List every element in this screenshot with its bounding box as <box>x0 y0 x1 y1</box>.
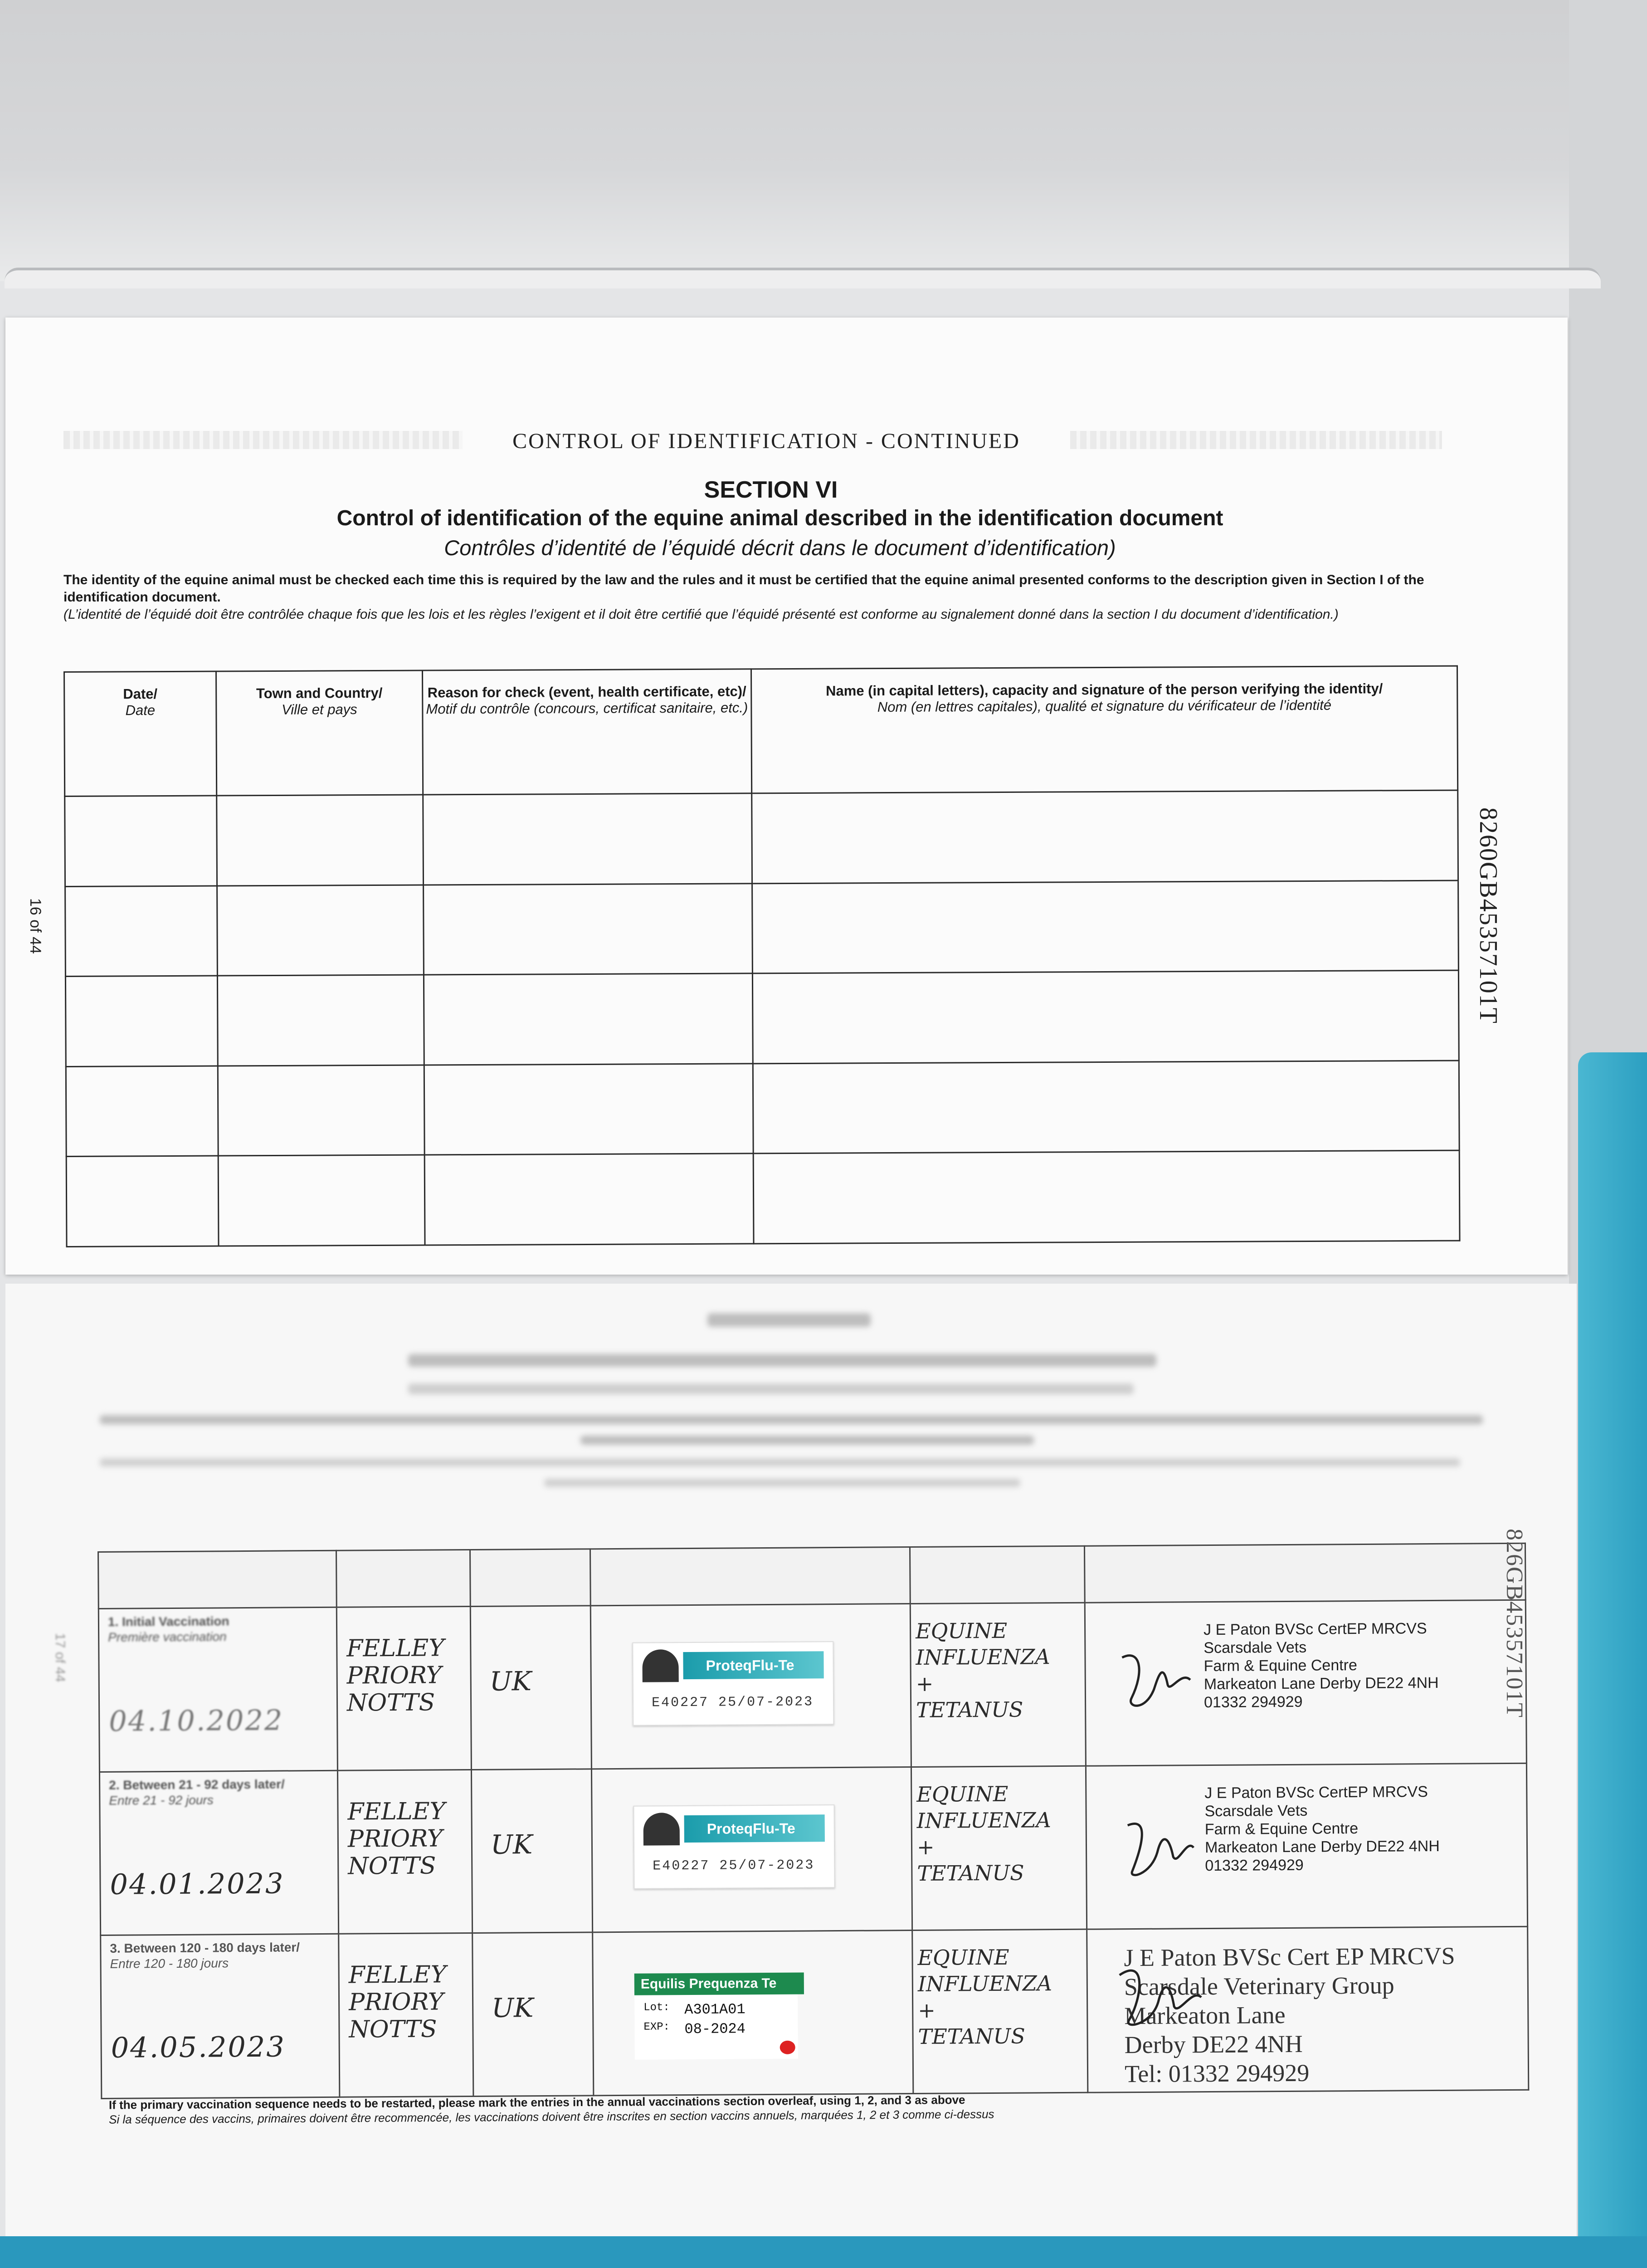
stamp-line: Markeaton Lane Derby DE22 4NH <box>1204 1837 1440 1857</box>
column-date <box>98 1550 337 1608</box>
stage-label-french: Première vaccination <box>108 1629 227 1644</box>
disease-line: EQUINE <box>915 1618 1008 1643</box>
exp-value: 08-2024 <box>684 2020 746 2038</box>
section-title: SECTION VI <box>704 477 838 503</box>
stage-label-french: Entre 120 - 180 jours <box>110 1956 229 1971</box>
disease-cell <box>910 1603 1086 1767</box>
vaccine-brand: Equilis Prequenza Te <box>634 1973 804 1995</box>
table-cell[interactable] <box>424 1154 754 1245</box>
place-cell <box>339 1933 473 2097</box>
place-line: NOTTS <box>349 2015 437 2043</box>
page-title-french: Contrôles d’identité de l’équidé décrit dans le document d’identification) <box>444 536 1116 560</box>
stage-label: 1. Initial Vaccination <box>107 1614 229 1629</box>
country-cell <box>473 1932 594 2097</box>
passport-cover-bottom <box>0 2236 1647 2268</box>
vet-cell <box>1085 1600 1526 1766</box>
table-cell[interactable] <box>66 1156 219 1246</box>
vaccine-logo-icon <box>643 1813 680 1845</box>
stamp-line: Tel: 01332 294929 <box>1124 2059 1310 2088</box>
table-row <box>65 970 1459 1066</box>
stamp-line: Derby DE22 4NH <box>1124 2030 1303 2059</box>
stage-label: 3. Between 120 - 180 days later/ <box>110 1940 300 1955</box>
column-label-french: Date <box>125 702 156 719</box>
table-cell[interactable] <box>65 796 217 886</box>
stage-label: 2. Between 21 - 92 days later/ <box>109 1777 285 1792</box>
place-line: PRIORY <box>346 1662 442 1690</box>
table-cell[interactable] <box>424 973 753 1065</box>
scan-background-top <box>0 0 1647 281</box>
place-line: NOTTS <box>346 1689 435 1717</box>
vet-signature <box>1114 1807 1196 1884</box>
disease-cell <box>911 1766 1087 1930</box>
vaccination-table <box>97 1543 1529 2099</box>
table-row <box>66 1150 1460 1246</box>
place-cell <box>336 1606 471 1770</box>
faded-header-text <box>1070 431 1442 449</box>
table-cell[interactable] <box>753 1061 1459 1154</box>
blurred-section-title <box>707 1313 871 1327</box>
table-row <box>65 880 1459 977</box>
table-row <box>66 1061 1459 1157</box>
column-town-country <box>216 670 423 796</box>
passport-number: 826GB45357101T <box>1501 1529 1527 1718</box>
intro-french: (L’identité de l’équidé doit être contrôlée chaque fois que les lois et les règles l’exigent et il doit être certifié que l’équidé présenté est conforme au signalement donné dans la section I du document d’identification.) <box>63 607 1339 622</box>
stage-cell <box>99 1770 338 1935</box>
vaccine-sticker <box>632 1641 834 1726</box>
table-cell[interactable] <box>424 1064 753 1155</box>
stamp-line: J E Paton BVSc Cert EP MRCVS <box>1124 1942 1455 1972</box>
column-date <box>64 671 217 796</box>
stamp-line: Markeaton Lane <box>1124 2001 1286 2030</box>
column-vaccine-name-batch <box>590 1547 910 1606</box>
vaccine-brand: ProteqFlu-Te <box>683 1651 824 1679</box>
lot-value: A301A01 <box>684 2001 746 2019</box>
table-cell[interactable] <box>217 885 424 976</box>
stamp-line: Markeaton Lane Derby DE22 4NH <box>1204 1674 1439 1693</box>
table-header-row <box>98 1543 1526 1608</box>
vaccine-batch: E40227 25/07-2023 <box>653 1857 815 1874</box>
column-label-french: Nom (en lettres capitales), qualité et signature du vérificateur de l’identité <box>877 697 1331 715</box>
vaccine-sticker <box>634 1973 798 2060</box>
stamp-line: 01332 294929 <box>1204 1693 1303 1711</box>
disease-line: INFLUENZA <box>916 1808 1051 1833</box>
blurred-title-french <box>408 1383 1134 1394</box>
place-line: PRIORY <box>347 1825 443 1853</box>
stage-cell <box>98 1607 337 1772</box>
vaccine-cell <box>590 1604 911 1769</box>
table-header-row <box>64 666 1458 796</box>
disease-line: INFLUENZA <box>917 1971 1053 1996</box>
place-line: FELLEY <box>346 1634 444 1662</box>
place-line: FELLEY <box>348 1961 447 1989</box>
vet-signature <box>1106 1947 1206 2038</box>
exp-label: EXP: <box>643 2021 670 2033</box>
column-label: Reason for check (event, health certificate, etc)/ <box>427 683 746 701</box>
vet-stamp <box>1204 1783 1440 1875</box>
blurred-intro-french <box>544 1479 1020 1487</box>
date-value: 04.01.2023 <box>110 1867 285 1901</box>
passport-number: 8260GB45357101T <box>1474 807 1502 1024</box>
table-cell[interactable] <box>752 790 1458 883</box>
blurred-intro <box>100 1415 1483 1424</box>
page-title: Control of identification of the equine animal described in the identification document <box>336 506 1223 530</box>
disease-line: + <box>916 1834 935 1859</box>
table-cell[interactable] <box>423 793 752 885</box>
vaccine-cell <box>591 1767 912 1932</box>
table-cell[interactable] <box>218 1065 424 1156</box>
stamp-line: Scarsdale Vets <box>1204 1802 1308 1820</box>
identity-check-table <box>63 665 1461 1247</box>
footnote-english: If the primary vaccination sequence needs to be restarted, please mark the entries in the annual vaccinations section overleaf, using 1, 2, and 3 as above <box>108 2092 965 2112</box>
column-reason <box>422 669 751 795</box>
stage-cell <box>101 1934 340 2098</box>
column-diseases <box>910 1546 1085 1603</box>
intro-english: The identity of the equine animal must be checked each time this is required by the law and the rules and it must be certified that the equine animal presented conforms to the description given in Section I of the identification document. <box>63 572 1424 605</box>
table-cell[interactable] <box>217 795 424 886</box>
vaccine-logo-icon <box>642 1649 678 1682</box>
country-cell <box>471 1769 592 1933</box>
disease-line: + <box>918 1998 936 2023</box>
date-value: 04.10.2022 <box>109 1703 284 1738</box>
lot-label: Lot: <box>643 2001 670 2014</box>
country-value: UK <box>491 1992 534 2024</box>
table-row <box>98 1600 1526 1772</box>
place-line: PRIORY <box>348 1988 444 2016</box>
intro-paragraph <box>63 572 1451 623</box>
red-mark-icon <box>780 2041 795 2054</box>
place-cell <box>337 1769 472 1934</box>
table-cell[interactable] <box>218 1155 425 1246</box>
vet-stamp <box>1204 1619 1439 1711</box>
place-line: NOTTS <box>348 1852 436 1880</box>
table-cell[interactable] <box>217 975 424 1066</box>
column-label-french: Motif du contrôle (concours, certificat sanitaire, etc.) <box>426 699 748 717</box>
country-value: UK <box>489 1666 532 1697</box>
vet-cell <box>1086 1763 1527 1929</box>
page-number: 17 of 44 <box>53 1633 68 1682</box>
column-label: Date/ <box>123 686 158 702</box>
stamp-line: Scarsdale Veterinary Group <box>1124 1971 1394 2001</box>
disease-line: TETANUS <box>917 1860 1024 1886</box>
column-label: Town and Country/ <box>256 684 383 702</box>
table-cell[interactable] <box>66 1066 218 1157</box>
country-value: UK <box>490 1829 533 1860</box>
plastic-sleeve-edge <box>5 268 1601 288</box>
column-country <box>470 1549 590 1607</box>
stage-label-french: Entre 21 - 92 jours <box>109 1793 214 1808</box>
stamp-line: 01332 294929 <box>1205 1856 1304 1875</box>
table-row <box>101 1926 1529 2098</box>
stamp-line: Farm & Equine Centre <box>1204 1657 1357 1675</box>
vaccine-brand: ProteqFlu-Te <box>684 1814 825 1843</box>
stamp-line: Scarsdale Vets <box>1204 1638 1307 1657</box>
table-row <box>99 1763 1527 1935</box>
page-header: CONTROL OF IDENTIFICATION - CONTINUED <box>512 429 1020 453</box>
disease-cell <box>912 1929 1088 2093</box>
country-cell <box>470 1606 591 1770</box>
blurred-title <box>408 1354 1156 1367</box>
faded-header-text <box>63 431 463 449</box>
date-value: 04.05.2023 <box>111 2030 286 2064</box>
column-veterinarian <box>1084 1543 1525 1603</box>
vet-signature <box>1113 1643 1195 1716</box>
vaccine-sticker <box>633 1804 835 1889</box>
disease-line: + <box>916 1671 934 1696</box>
stamp-line: Farm & Equine Centre <box>1204 1820 1359 1838</box>
disease-line: TETANUS <box>916 1697 1023 1722</box>
table-cell[interactable] <box>752 970 1459 1063</box>
disease-line: INFLUENZA <box>916 1644 1050 1670</box>
page-number: 16 of 44 <box>27 898 44 954</box>
disease-line: TETANUS <box>918 2024 1025 2049</box>
passport-cover-edge <box>1578 1052 1647 2268</box>
table-cell[interactable] <box>65 976 218 1066</box>
place-line: FELLEY <box>347 1798 446 1826</box>
table-cell[interactable] <box>753 1150 1460 1243</box>
table-cell[interactable] <box>752 880 1459 973</box>
table-row <box>65 790 1458 886</box>
column-label: Name (in capital letters), capacity and signature of the person verifying the identity/ <box>826 680 1383 699</box>
table-cell[interactable] <box>65 886 218 977</box>
blurred-intro-french <box>100 1458 1460 1466</box>
vet-cell <box>1087 1926 1529 2092</box>
stamp-line: J E Paton BVSc CertEP MRCVS <box>1204 1783 1428 1802</box>
disease-line: EQUINE <box>916 1781 1009 1807</box>
footnote-french: Si la séquence des vaccins, primaires doivent être recommencée, les vaccinations doivent être inscrites en section vaccins annuels, marquées 1, 2 et 3 comme ci-dessus <box>109 2107 994 2126</box>
table-cell[interactable] <box>424 883 753 975</box>
column-label-french: Ville et pays <box>281 701 357 718</box>
disease-line: EQUINE <box>917 1945 1009 1970</box>
stamp-line: J E Paton BVSc CertEP MRCVS <box>1203 1620 1427 1639</box>
blurred-intro <box>580 1436 1034 1445</box>
column-verifier <box>751 666 1457 793</box>
vaccine-cell <box>593 1931 913 2096</box>
column-place <box>336 1549 470 1607</box>
vaccine-batch: E40227 25/07-2023 <box>651 1694 814 1711</box>
